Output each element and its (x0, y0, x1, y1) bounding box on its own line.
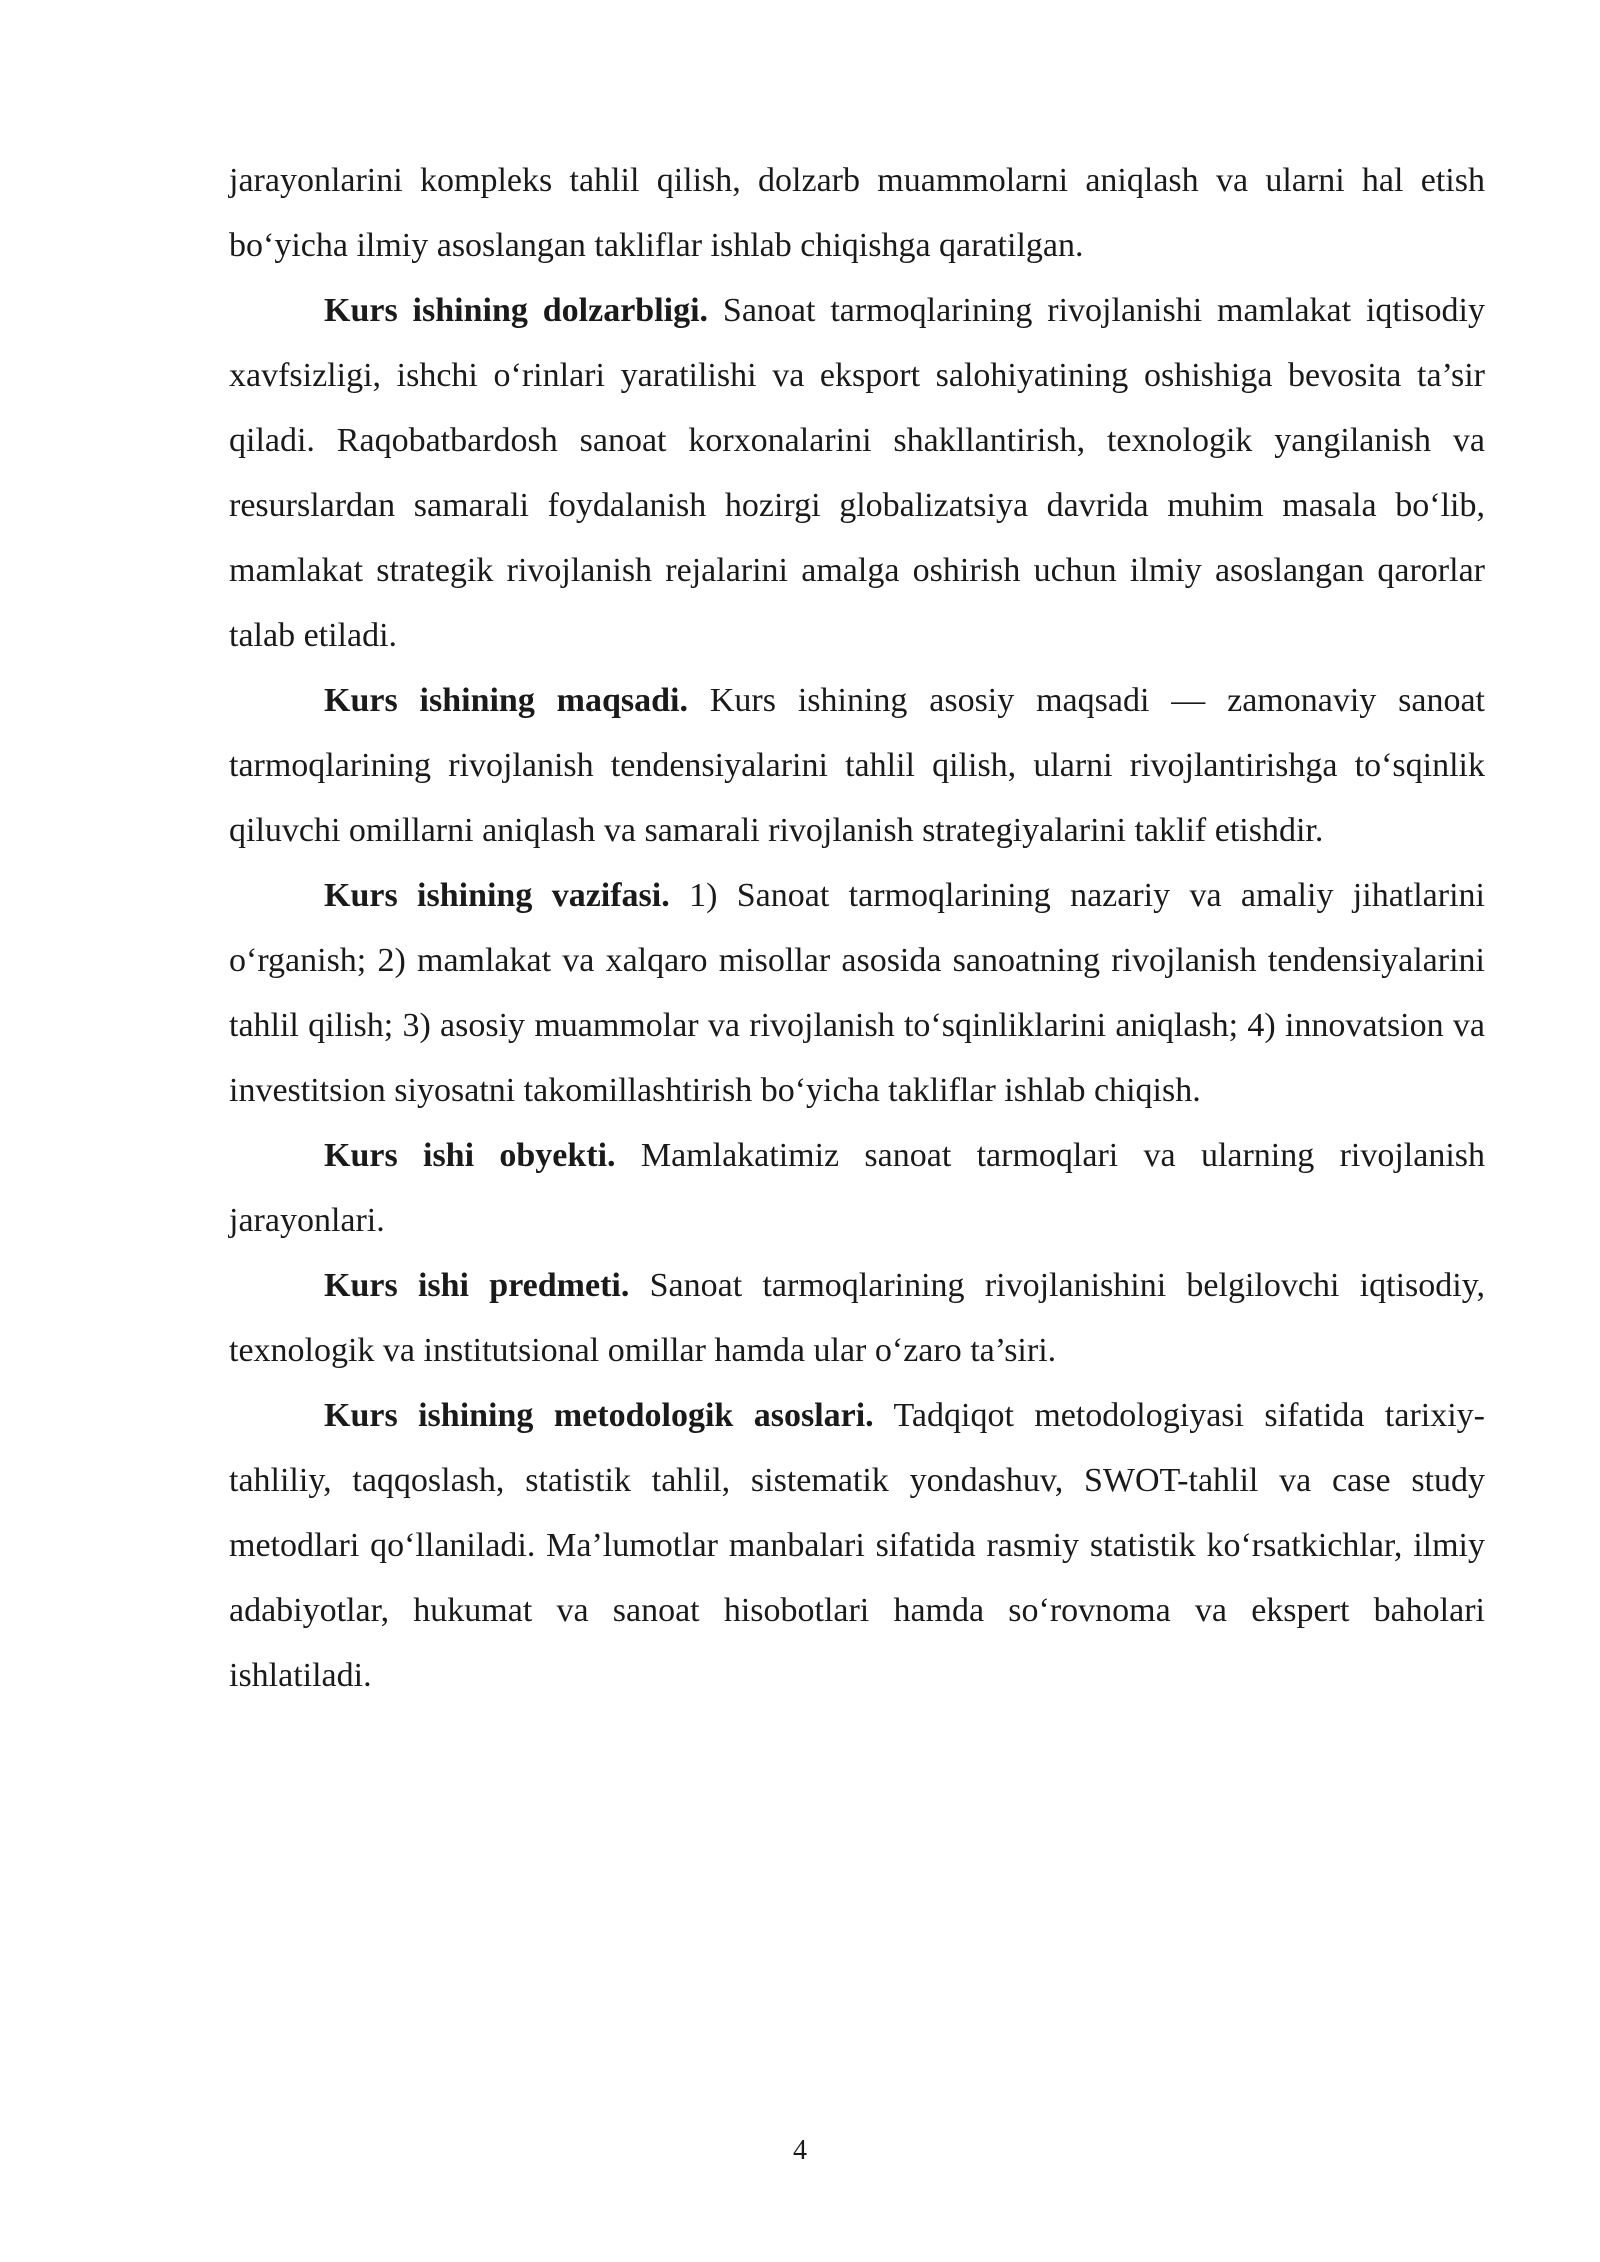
paragraph-relevance (229, 278, 1485, 668)
paragraph-heading: Kurs ishining vazifasi. (324, 877, 670, 914)
paragraph-heading: Kurs ishining metodologik asoslari. (324, 1397, 874, 1434)
page-number: 4 (793, 2135, 807, 2166)
paragraph-subject (229, 1253, 1485, 1383)
body-text (229, 148, 1485, 1708)
paragraph-text: jarayonlarini kompleks tahlil qilish, dolzarb muammolarni aniqlash va ularni hal etish bo‘yicha ilmiy asoslangan takliflar ishlab chiqishga qaratilgan. (229, 162, 1485, 264)
paragraph-text: Sanoat tarmoqlarining rivojlanishini belgilovchi iqtisodiy, texnologik va institutsional omillar hamda ular o‘zaro ta’siri. (229, 1267, 1485, 1369)
paragraph-continuation (229, 148, 1485, 278)
paragraph-heading: Kurs ishining maqsadi. (324, 682, 689, 719)
paragraph-text: Mamlakatimiz sanoat tarmoqlari va ularning rivojlanish jarayonlari. (229, 1137, 1485, 1239)
paragraph-object (229, 1123, 1485, 1253)
paragraph-heading: Kurs ishi obyekti. (324, 1137, 616, 1174)
paragraph-tasks (229, 863, 1485, 1123)
paragraph-goal (229, 668, 1485, 863)
paragraph-heading: Kurs ishining dolzarbligi. (324, 292, 709, 329)
paragraph-heading: Kurs ishi predmeti. (324, 1267, 630, 1304)
paragraph-text: Sanoat tarmoqlarining rivojlanishi mamlakat iqtisodiy xavfsizligi, ishchi o‘rinlari yaratilishi va eksport salohiyatining oshishiga bevosita ta’sir qiladi. Raqobatbardosh sanoat korxonalarini shakllantirish, texnologik yangilanish va resurslardan samarali foydalanish hozirgi globalizatsiya davrida muhim masala bo‘lib, mamlakat strategik rivojlanish rejalarini amalga oshirish uchun ilmiy asoslangan qarorlar talab etiladi. (229, 292, 1485, 654)
paragraph-text: 1) Sanoat tarmoqlarining nazariy va amaliy jihatlarini o‘rganish; 2) mamlakat va xalqaro misollar asosida sanoatning rivojlanish tendensiyalarini tahlil qilish; 3) asosiy muammolar va rivojlanish to‘sqinliklarini aniqlash; 4) innovatsion va investitsion siyosatni takomillashtirish bo‘yicha takliflar ishlab chiqish. (229, 877, 1485, 1109)
paragraph-methodology (229, 1383, 1485, 1708)
paragraph-text: Tadqiqot metodologiyasi sifatida tarixiy-tahliliy, taqqoslash, statistik tahlil, sistematik yondashuv, SWOT-tahlil va case study metodlari qo‘llaniladi. Ma’lumotlar manbalari sifatida rasmiy statistik ko‘rsatkichlar, ilmiy adabiyotlar, hukumat va sanoat hisobotlari hamda so‘rovnoma va ekspert baholari ishlatiladi. (229, 1397, 1485, 1694)
paragraph-text: Kurs ishining asosiy maqsadi — zamonaviy sanoat tarmoqlarining rivojlanish tendensiyalarini tahlil qilish, ularni rivojlantirishga to‘sqinlik qiluvchi omillarni aniqlash va samarali rivojlanish strategiyalarini taklif etishdir. (229, 682, 1486, 849)
